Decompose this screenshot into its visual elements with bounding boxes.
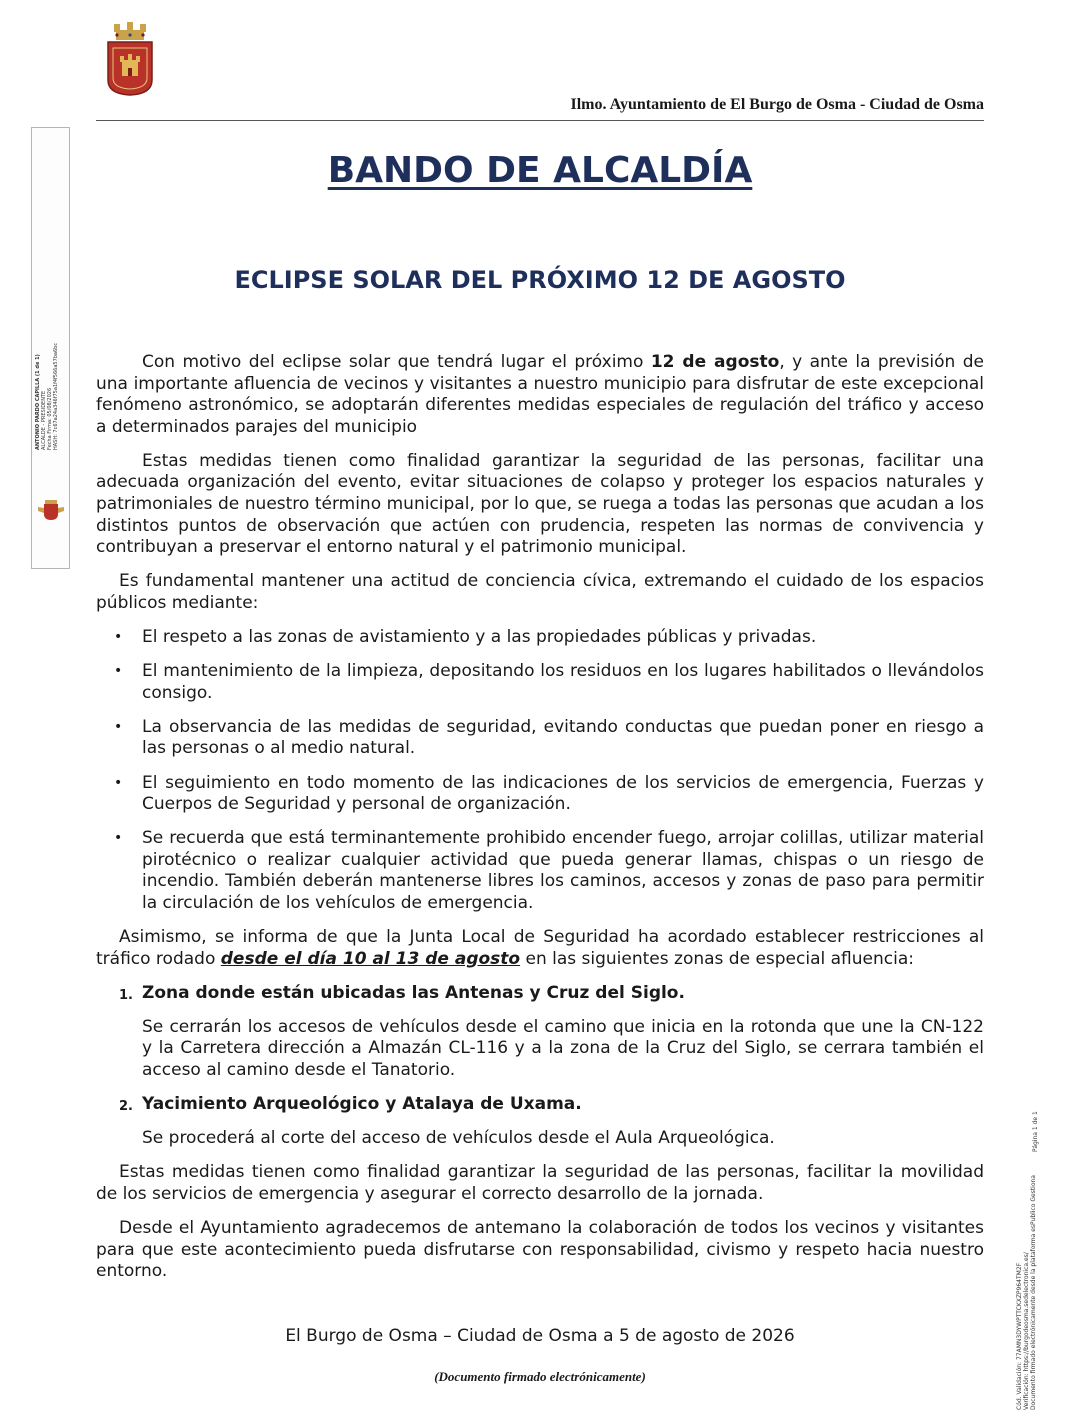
measures-list — [96, 627, 984, 915]
restriction-dates: desde el día 10 al 13 de agosto — [220, 948, 521, 969]
paragraph-intro-date: 12 de agosto — [650, 352, 780, 372]
zone-1-number: 1. — [119, 987, 133, 1003]
verification-code: Cód. Validación: 77AMN3DYWPTTCKXZP964TM2F — [1016, 1262, 1023, 1410]
paragraph-intro — [96, 352, 984, 438]
verification-page-number: Página 1 de 1 — [1032, 1111, 1039, 1152]
verification-url: Verificación: https://burgodeosma.sedelectronica.es/ — [1023, 1252, 1030, 1410]
zone-1-text: Se cerrarán los accesos de vehículos desde el camino que inicia en la rotonda que une la CN-122 y la Carretera dirección a Almazán CL-116 y a la zona de la Cruz del Siglo, se cerrara también el acceso al camino desde el Tanatorio. — [142, 1016, 984, 1081]
signature-signer: ANTONIO PARDO CAPILLA (1 de 1) — [35, 354, 41, 450]
document-title: BANDO DE ALCALDÍA — [327, 150, 753, 191]
list-item: • El seguimiento en todo momento de las indicaciones de los servicios de emergencia, Fuerzas y Cuerpos de Seguridad y personal de organización. — [96, 773, 984, 816]
paragraph-goals: Estas medidas tienen como finalidad garantizar la seguridad de las personas, facilitar la movilidad de los servicios de emergencia y asegurar el correcto desarrollo de la jornada. — [96, 1162, 984, 1204]
signature-role: ALCALDE - PRESIDENTE — [41, 390, 47, 450]
document-body — [96, 352, 984, 1295]
zone-2-title: Yacimiento Arqueológico y Atalaya de Uxama. — [142, 1094, 582, 1115]
institution-header: Ilmo. Ayuntamiento de El Burgo de Osma - Ciudad de Osma — [570, 96, 984, 113]
zone-1-heading — [96, 983, 984, 1005]
paragraph-restrictions-part2: en las siguientes zonas de especial afluencia: — [520, 948, 914, 969]
paragraph-purpose: Estas medidas tienen como finalidad garantizar la seguridad de las personas, facilitar una adecuada organización del evento, evitar situaciones de colapso y proteger los espacios naturales y patrimoniales de nuestro término municipal, por lo que, se ruega a todas las personas que acudan a los distintos puntos de observación que actúen con prudencia, respeten las normas de convivencia y contribuyan a preservar el entorno natural y el patrimonio municipal. — [96, 450, 984, 558]
list-item: • El mantenimiento de la limpieza, depositando los residuos en los lugares habilitados o llevándolos consigo. — [96, 661, 984, 704]
list-item: • El respeto a las zonas de avistamiento y a las propiedades públicas y privadas. — [96, 627, 984, 649]
zone-2-heading — [96, 1094, 984, 1116]
zone-2-number: 2. — [119, 1099, 133, 1115]
paragraph-civic: Es fundamental mantener una actitud de conciencia cívica, extremando el cuidado de los espacios públicos mediante: — [96, 571, 984, 613]
signature-seal-icon — [36, 499, 66, 521]
signature-hash: HASH: 7c67a24a346f75a1f4f566a57ba6bc — [53, 342, 59, 450]
list-item: • Se recuerda que está terminantemente prohibido encender fuego, arrojar colillas, utilizar material pirotécnico o realizar cualquier actividad que pueda generar llamas, chispas o un riesgo de incendio. También deberán mantenerse libres los caminos, accesos y zonas de paso para permitir la circulación de los vehículos de emergencia. — [96, 828, 984, 914]
paragraph-thanks: Desde el Ayuntamiento agradecemos de antemano la colaboración de todos los vecinos y visitantes para que este acontecimiento pueda disfrutarse con responsabilidad, civismo y respeto hacia nuestro entorno. — [96, 1218, 984, 1282]
signature-text — [35, 340, 65, 450]
paragraph-restrictions-part1: Asimismo, se informa de que la Junta Local de Seguridad ha acordado establecer restricciones al tráfico rodado — [96, 927, 984, 969]
paragraph-intro-part2: , y ante la previsión de una importante afluencia de vecinos y visitantes a nuestro municipio para disfrutar de este excepcional fenómeno astronómico, se adoptarán diferentes medidas especiales de regulación del tráfico y acceso a determinados parajes del municipio — [96, 352, 984, 437]
zone-1-title: Zona donde están ubicadas las Antenas y Cruz del Siglo. — [142, 982, 685, 1003]
verification-platform: Documento firmado electrónicamente desde la plataforma esPublico Gestiona — [1030, 1175, 1037, 1410]
signature-date: Fecha Firma: 05/08/2026 — [47, 387, 53, 450]
coat-of-arms-logo — [106, 22, 154, 96]
paragraph-restrictions — [96, 927, 984, 970]
paragraph-intro-part1: Con motivo del eclipse solar que tendrá lugar el próximo — [142, 352, 651, 372]
zone-2-text: Se procederá al corte del acceso de vehículos desde el Aula Arqueológica. — [142, 1128, 775, 1149]
date-line: El Burgo de Osma – Ciudad de Osma a 5 de agosto de 2026 — [285, 1326, 795, 1346]
document-subtitle: ECLIPSE SOLAR DEL PRÓXIMO 12 DE AGOSTO — [234, 266, 846, 294]
header-divider — [96, 120, 984, 121]
signed-note: (Documento firmado electrónicamente) — [434, 1369, 646, 1384]
list-item: • La observancia de las medidas de seguridad, evitando conductas que puedan poner en riesgo a las personas o al medio natural. — [96, 717, 984, 760]
